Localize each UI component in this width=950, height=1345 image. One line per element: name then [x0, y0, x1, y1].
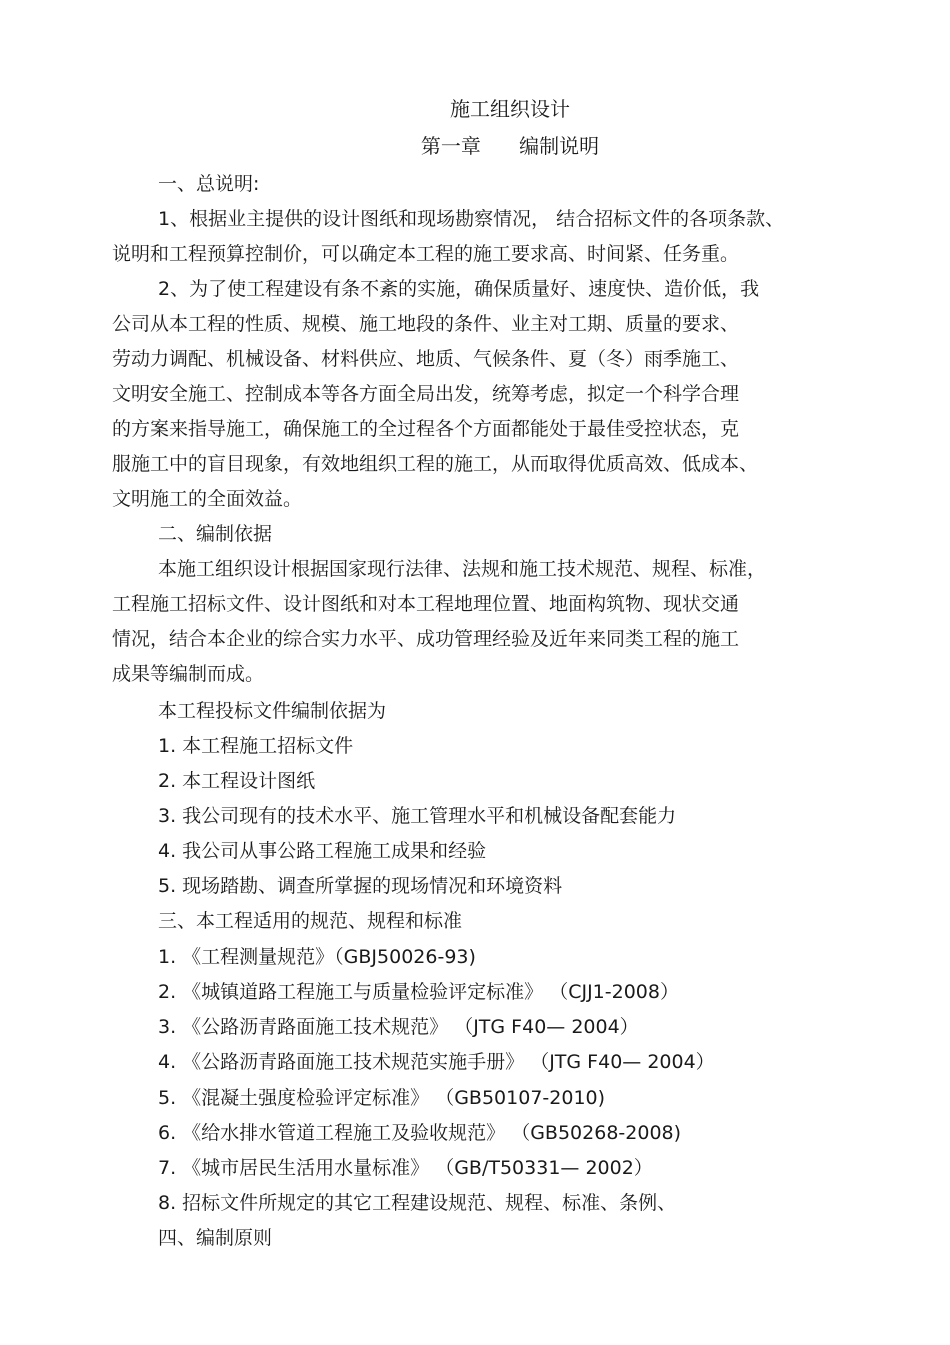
- paragraph-line: 说明和工程预算控制价，可以确定本工程的施工要求高、时间紧、任务重。: [112, 243, 740, 265]
- section-heading-general: 一、总说明:: [158, 173, 260, 195]
- paragraph-line: 公司从本工程的性质、规模、施工地段的条件、业主对工期、质量的要求、: [112, 313, 740, 335]
- paragraph-line: 文明安全施工、控制成本等各方面全局出发，统筹考虑，拟定一个科学合理: [112, 383, 740, 405]
- paragraph-line: 本施工组织设计根据国家现行法律、法规和施工技术规范、规程、标准，: [158, 558, 767, 580]
- section-heading-principles: 四、编制原则: [158, 1227, 273, 1249]
- document-title: 施工组织设计: [450, 97, 570, 121]
- paragraph-line: 1、根据业主提供的设计图纸和现场勘察情况， 结合招标文件的各项条款、: [158, 208, 785, 230]
- section-heading-basis: 二、编制依据: [158, 523, 273, 545]
- list-item: 4. 《公路沥青路面施工技术规范实施手册》 （JTG F40— 2004）: [158, 1051, 715, 1073]
- list-item: 5. 现场踏勘、调查所掌握的现场情况和环境资料: [158, 875, 563, 897]
- paragraph-line: 情况，结合本企业的综合实力水平、成功管理经验及近年来同类工程的施工: [112, 628, 740, 650]
- paragraph-line: 文明施工的全面效益。: [112, 488, 303, 510]
- list-item: 8. 招标文件所规定的其它工程建设规范、规程、标准、条例、: [158, 1192, 677, 1214]
- paragraph-line: 本工程投标文件编制依据为: [158, 700, 387, 722]
- paragraph-line: 的方案来指导施工，确保施工的全过程各个方面都能处于最佳受控状态，克: [112, 418, 740, 440]
- list-item: 1. 本工程施工招标文件: [158, 735, 354, 757]
- list-item: 3. 我公司现有的技术水平、施工管理水平和机械设备配套能力: [158, 805, 677, 827]
- list-item: 3. 《公路沥青路面施工技术规范》 （JTG F40— 2004）: [158, 1016, 639, 1038]
- paragraph-line: 2、为了使工程建设有条不紊的实施，确保质量好、速度快、造价低，我: [158, 278, 760, 300]
- list-item: 1. 《工程测量规范》（GBJ50026-93): [158, 946, 476, 968]
- list-item: 2. 本工程设计图纸: [158, 770, 316, 792]
- list-item: 5. 《混凝土强度检验评定标准》 （GB50107-2010): [158, 1087, 606, 1109]
- chapter-heading: 第一章 编制说明: [420, 134, 600, 158]
- section-heading-standards: 三、本工程适用的规范、规程和标准: [158, 910, 463, 932]
- paragraph-line: 工程施工招标文件、设计图纸和对本工程地理位置、地面构筑物、现状交通: [112, 593, 740, 615]
- list-item: 7. 《城市居民生活用水量标准》 （GB/T50331— 2002）: [158, 1157, 653, 1179]
- list-item: 6. 《给水排水管道工程施工及验收规范》 （GB50268-2008): [158, 1122, 682, 1144]
- paragraph-line: 成果等编制而成。: [112, 663, 265, 685]
- list-item: 4. 我公司从事公路工程施工成果和经验: [158, 840, 487, 862]
- paragraph-line: 服施工中的盲目现象，有效地组织工程的施工，从而取得优质高效、低成本、: [112, 453, 759, 475]
- paragraph-line: 劳动力调配、机械设备、材料供应、地质、气候条件、夏（冬）雨季施工、: [112, 348, 740, 370]
- list-item: 2. 《城镇道路工程施工与质量检验评定标准》 （CJJ1-2008）: [158, 981, 679, 1003]
